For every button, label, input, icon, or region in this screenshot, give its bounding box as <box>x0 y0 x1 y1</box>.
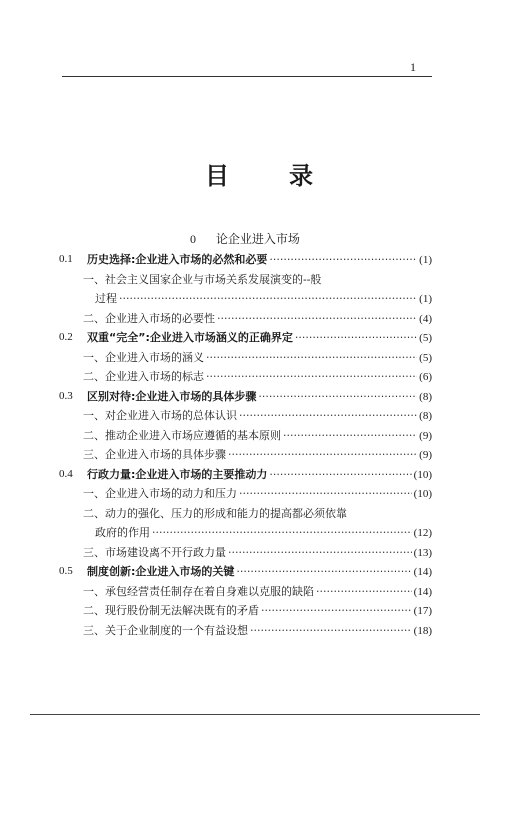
toc-entry-page: (1) <box>419 254 432 266</box>
toc-entry-number: 0.3 <box>59 389 73 402</box>
toc-entry-number: 0.1 <box>59 253 73 265</box>
toc-entry-title: 行政力量:企业进入市场的主要推动力 <box>87 467 268 481</box>
toc-entry <box>59 621 432 641</box>
toc-entry-line <box>87 328 432 348</box>
toc-entry <box>59 601 432 621</box>
toc-entry-line <box>83 406 432 426</box>
toc-entry-page: (9) <box>419 429 432 442</box>
toc-entry-page: (5) <box>419 332 432 344</box>
footer-rule <box>30 714 480 715</box>
toc-entry-number: 0.5 <box>59 565 73 577</box>
dot-leader <box>228 543 412 563</box>
toc-entry-line <box>95 523 432 543</box>
dot-leader <box>261 601 412 621</box>
toc-entry <box>59 328 432 348</box>
toc-entry-title: 历史选择:企业进入市场的必然和必要 <box>87 253 268 266</box>
toc-entry <box>59 367 432 387</box>
toc-entry-title: 一、企业进入市场的涵义 <box>83 350 204 364</box>
section-title: 论企业进入市场 <box>215 232 300 246</box>
toc-entry <box>59 387 432 407</box>
toc-entry-title: 三、企业进入市场的具体步骤 <box>83 448 226 461</box>
header-rule <box>62 76 432 77</box>
toc-entry <box>59 270 432 290</box>
toc-entry-page: (10) <box>413 468 432 481</box>
toc-entry-line <box>83 601 432 621</box>
toc-entry-number: 0.4 <box>59 467 73 480</box>
toc-entry <box>59 309 432 329</box>
page-number: 1 <box>410 60 416 74</box>
toc-entry-title: 一、社会主义国家企业与市场关系发展演变的--般 <box>83 272 322 286</box>
toc-entry <box>59 484 432 504</box>
toc-entry-title: 制度创新:企业进入市场的关键 <box>87 565 235 578</box>
toc-entry <box>59 426 432 446</box>
table-of-contents <box>59 250 432 640</box>
toc-entry <box>59 504 432 524</box>
dot-leader <box>269 465 411 485</box>
toc-entry-title: 政府的作用 <box>95 526 150 539</box>
toc-entry-page: (8) <box>419 390 432 403</box>
dot-leader <box>239 406 417 426</box>
toc-entry-line <box>87 465 432 485</box>
dot-leader <box>236 562 411 582</box>
page-title <box>205 156 315 191</box>
dot-leader <box>206 348 417 368</box>
toc-entry-page: (5) <box>419 351 432 364</box>
dot-leader <box>295 328 417 348</box>
toc-entry <box>59 289 432 309</box>
toc-entry-line <box>83 270 432 290</box>
toc-entry-title: 二、动力的强化、压力的形成和能力的提高都必须依靠 <box>83 506 347 520</box>
toc-entry-number: 0.2 <box>59 331 73 343</box>
toc-entry-line <box>83 621 432 641</box>
toc-entry-page: (8) <box>419 410 432 422</box>
toc-entry-title: 二、推动企业进入市场应遵循的基本原则 <box>83 428 281 442</box>
toc-entry-page: (1) <box>419 293 432 305</box>
toc-entry-line <box>83 309 432 329</box>
toc-entry-page: (12) <box>413 527 432 539</box>
title-char-1: 目 <box>205 162 231 190</box>
dot-leader <box>258 387 417 407</box>
toc-entry-title: 二、企业进入市场的必要性 <box>83 311 215 325</box>
toc-entry-line <box>87 250 432 270</box>
toc-entry <box>59 406 432 426</box>
toc-entry <box>59 523 432 543</box>
toc-entry-line <box>83 484 432 504</box>
dot-leader <box>250 621 412 641</box>
dot-leader <box>152 523 412 543</box>
toc-entry-title: 过程 <box>95 292 117 305</box>
toc-entry-page: (9) <box>419 449 432 461</box>
toc-entry-title: 三、关于企业制度的一个有益设想 <box>83 623 248 637</box>
dot-leader <box>217 309 417 329</box>
toc-entry-page: (6) <box>419 371 432 383</box>
dot-leader <box>239 484 412 504</box>
toc-entry-page: (14) <box>413 585 432 598</box>
toc-entry-title: 二、现行股份制无法解决既有的矛盾 <box>83 604 259 617</box>
dot-leader <box>316 582 412 602</box>
dot-leader <box>269 250 417 270</box>
toc-entry <box>59 445 432 465</box>
section-number: 0 <box>190 232 196 246</box>
toc-entry-page: (14) <box>413 566 432 578</box>
toc-entry <box>59 582 432 602</box>
toc-entry-line <box>95 289 432 309</box>
title-char-2: 录 <box>289 162 315 190</box>
toc-entry-line <box>83 445 432 465</box>
toc-entry-title: 二、企业进入市场的标志 <box>83 370 204 383</box>
toc-entry-line <box>83 543 432 563</box>
toc-entry-title: 一、对企业进入市场的总体认识 <box>83 409 237 422</box>
toc-entry-line <box>87 562 432 582</box>
toc-entry <box>59 562 432 582</box>
toc-entry-page: (10) <box>413 488 432 500</box>
toc-entry-title: 区别对待:企业进入市场的具体步骤 <box>87 389 257 403</box>
toc-entry-page: (17) <box>413 605 432 617</box>
toc-entry <box>59 250 432 270</box>
dot-leader <box>119 289 417 309</box>
toc-entry <box>59 348 432 368</box>
dot-leader <box>283 426 417 446</box>
toc-entry-line <box>83 504 432 524</box>
toc-entry-page: (13) <box>413 546 432 559</box>
toc-entry-title: 三、市场建设离不开行政力量 <box>83 545 226 559</box>
toc-entry-page: (4) <box>419 312 432 325</box>
toc-entry <box>59 465 432 485</box>
toc-entry-title: 一、承包经营责任制存在着自身难以克服的缺陷 <box>83 584 314 598</box>
toc-entry-title: 双重“完全”:企业进入市场涵义的正确界定 <box>87 331 293 344</box>
dot-leader <box>228 445 417 465</box>
toc-entry-line <box>83 582 432 602</box>
toc-entry-title: 一、企业进入市场的动力和压力 <box>83 487 237 500</box>
toc-entry <box>59 543 432 563</box>
toc-entry-line <box>83 367 432 387</box>
dot-leader <box>206 367 417 387</box>
toc-entry-line <box>83 348 432 368</box>
toc-entry-line <box>87 387 432 407</box>
toc-entry-page: (18) <box>413 624 432 637</box>
section-heading <box>190 230 300 247</box>
toc-entry-line <box>83 426 432 446</box>
